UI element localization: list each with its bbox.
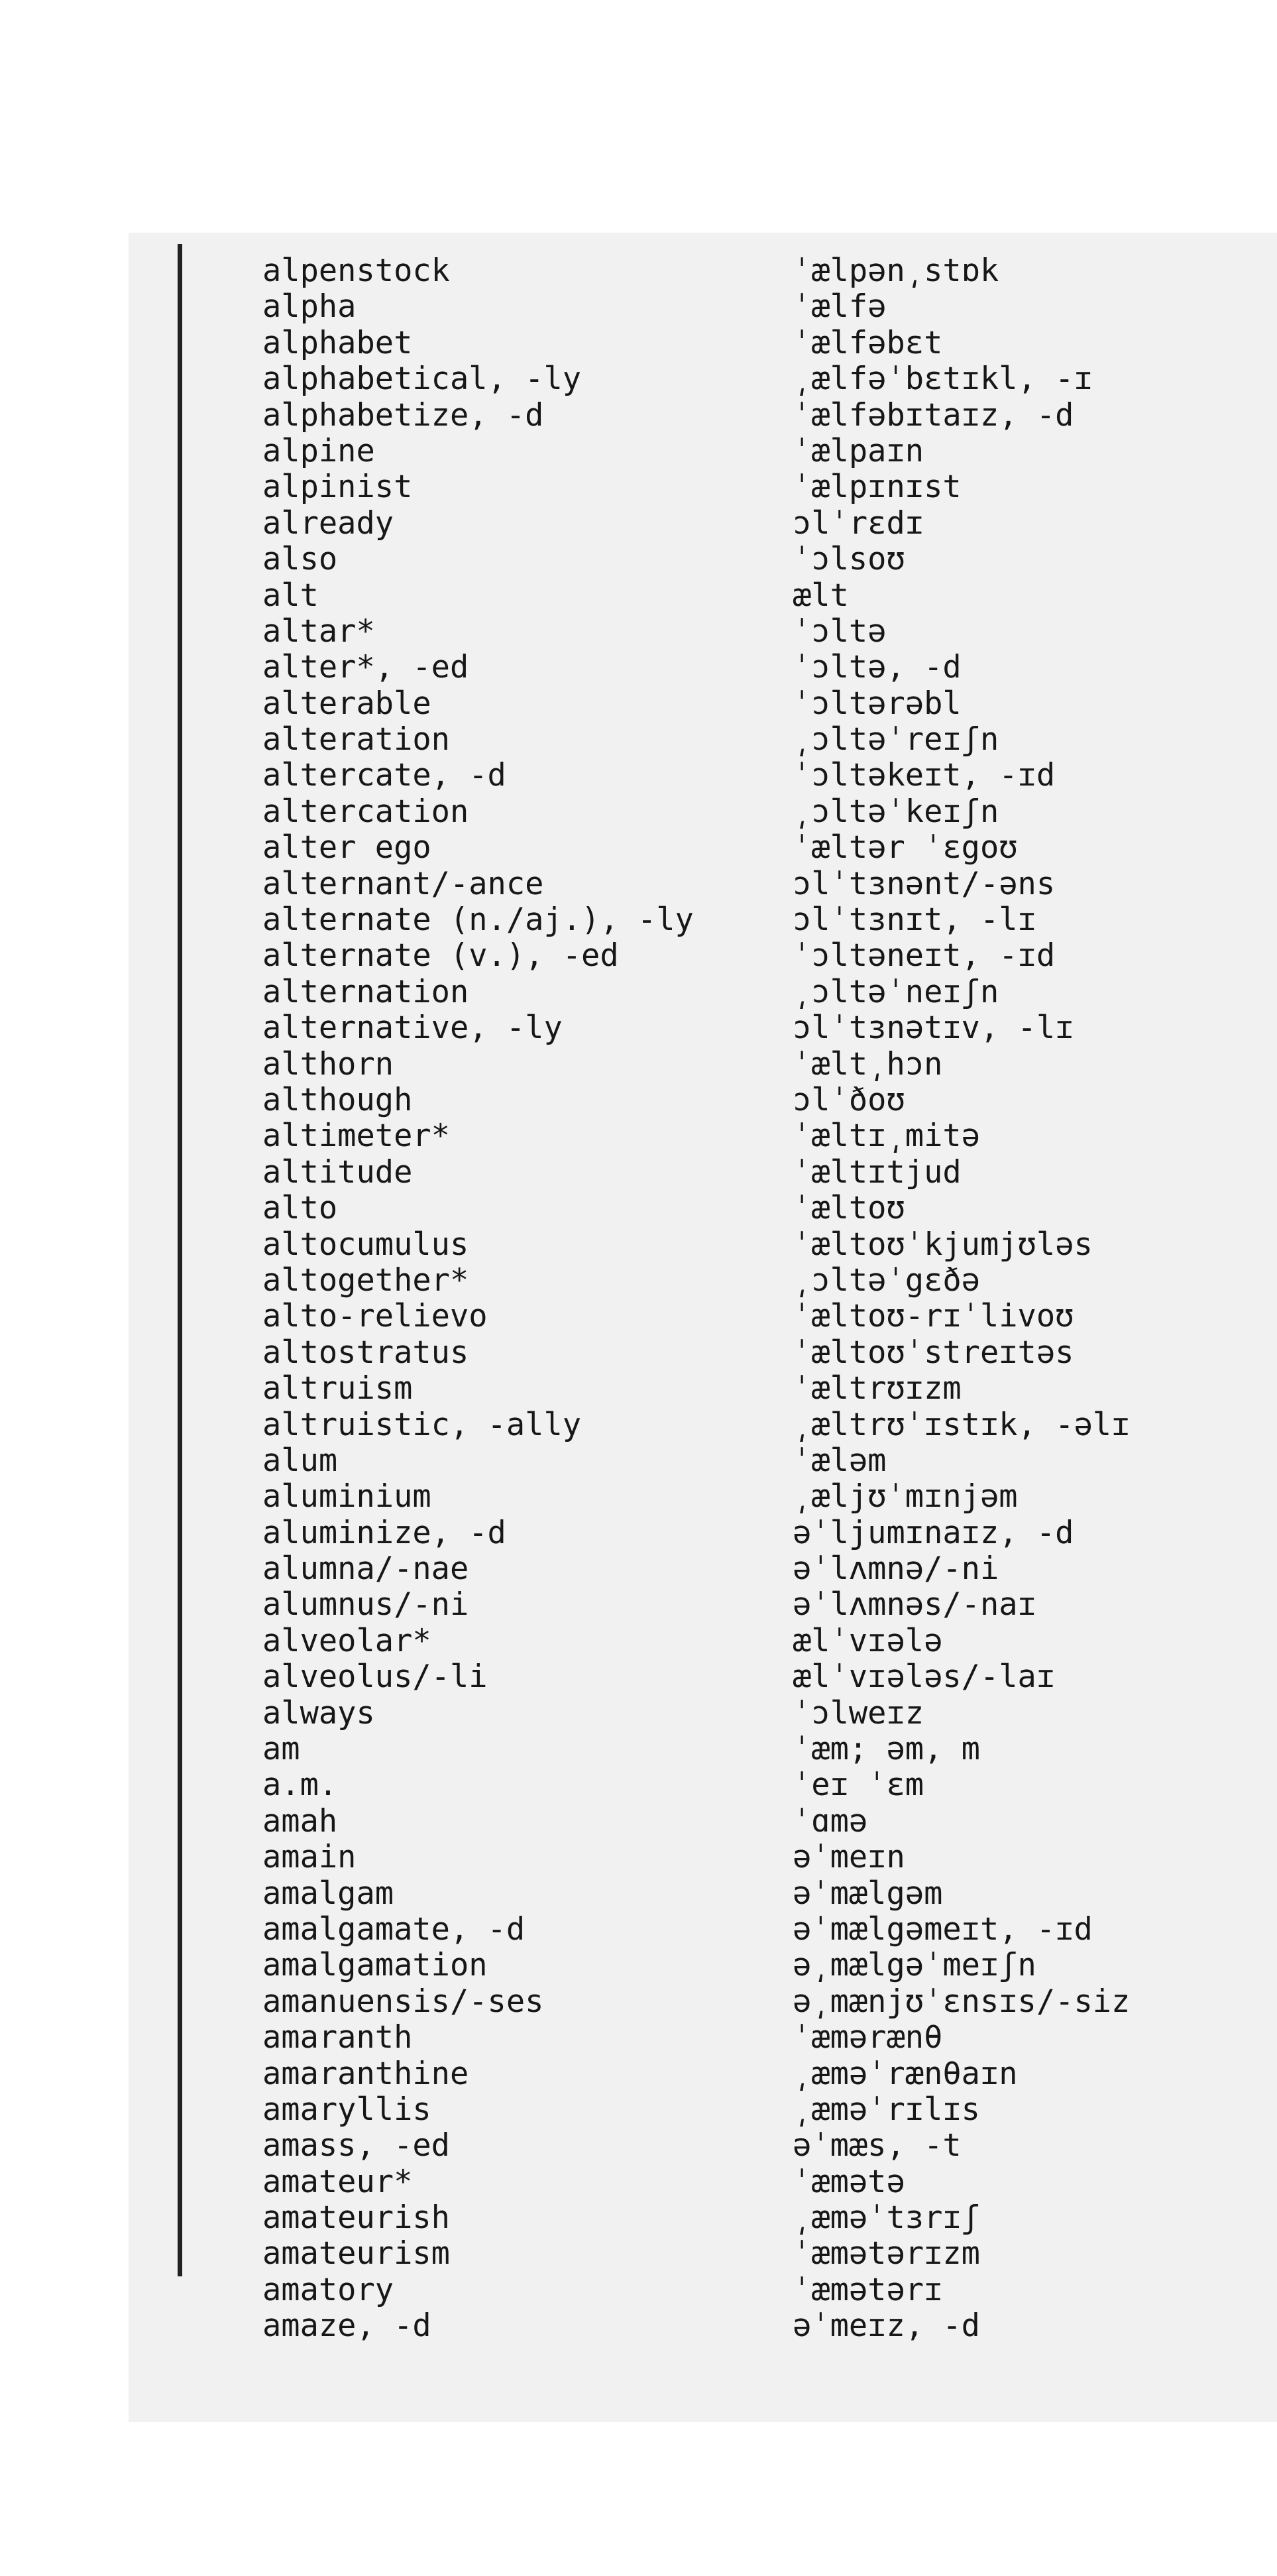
pronunciation: ˈælpaɪn [793, 432, 924, 469]
pronunciation: əˈmælgəm [793, 1875, 943, 1912]
pronunciation: ɔlˈðoʊ [793, 1081, 905, 1118]
pronunciation: ælt [793, 577, 849, 614]
pronunciation: ˈæmətə [793, 2163, 905, 2200]
pronunciation: ˈɔltərəbl [793, 685, 962, 722]
dictionary-entry [262, 542, 1190, 577]
headword: alternant/-ance [262, 865, 544, 902]
pronunciation: ˈæm; əm, m [793, 1731, 980, 1768]
dictionary-entry [262, 289, 1190, 325]
dictionary-entry [262, 253, 1190, 289]
headword: alter*, -ed [262, 649, 469, 686]
dictionary-entry [262, 2056, 1190, 2092]
dictionary-entry [262, 1479, 1190, 1515]
pronunciation: ˈælpɪnɪst [793, 469, 962, 506]
pronunciation: əˈmælgəmeɪt, -ɪd [793, 1910, 1093, 1948]
pronunciation: əˈmeɪn [793, 1839, 905, 1876]
dictionary-entry [262, 2200, 1190, 2236]
dictionary-entry [262, 1659, 1190, 1695]
dictionary-entry [262, 1731, 1190, 1767]
pronunciation: ͵ɔltəˈgɛðə [793, 1261, 980, 1299]
pronunciation: ˈæmətərɪ [793, 2271, 943, 2308]
pronunciation: ˈeɪ ˈɛm [793, 1767, 924, 1804]
dictionary-entry [262, 2128, 1190, 2164]
headword: altimeter* [262, 1118, 450, 1155]
dictionary-entry [262, 1984, 1190, 2020]
pronunciation: ͵ɔltəˈkeɪʃn [793, 793, 999, 830]
pronunciation: ˈɔltəkeɪt, -ɪd [793, 757, 1056, 794]
headword: amass, -ed [262, 2127, 450, 2164]
dictionary-entry [262, 1948, 1190, 1983]
headword: alumnus/-ni [262, 1586, 469, 1623]
headword: altruism [262, 1370, 413, 1407]
dictionary-entry [262, 2308, 1190, 2344]
pronunciation: ˈæltɪtjud [793, 1153, 962, 1191]
pronunciation: ˈælfəbɛt [793, 324, 943, 361]
headword: amalgam [262, 1875, 394, 1912]
dictionary-entry [262, 830, 1190, 866]
pronunciation: ˈæltoʊ [793, 1190, 905, 1227]
dictionary-entry [262, 578, 1190, 614]
headword: amalgamate, -d [262, 1910, 526, 1948]
pronunciation: ͵ɔltəˈneɪʃn [793, 973, 999, 1010]
dictionary-entry [262, 938, 1190, 974]
pronunciation: ͵ælfəˈbɛtɪkl, -ɪ [793, 361, 1093, 398]
headword: amaranth [262, 2019, 413, 2056]
pronunciation: ælˈvɪələs/-laɪ [793, 1659, 1056, 1696]
pronunciation: ˈælpən͵stɒk [793, 253, 999, 289]
dictionary-entry [262, 686, 1190, 722]
dictionary-entry [262, 1010, 1190, 1046]
pronunciation: ˈæmətərɪzm [793, 2235, 980, 2272]
dictionary-entry [262, 1227, 1190, 1263]
headword: amalgamation [262, 1947, 488, 1984]
dictionary-entry [262, 1587, 1190, 1623]
pronunciation: ɔlˈtɜnɪt, -lɪ [793, 902, 1036, 939]
pronunciation: ə͵mænjʊˈɛnsɪs/-siz [793, 1983, 1131, 2020]
dictionary-entry [262, 2092, 1190, 2128]
headword: alternate (n./aj.), -ly [262, 902, 694, 939]
headword: alumna/-nae [262, 1551, 469, 1588]
headword: alum [262, 1442, 338, 1479]
pronunciation: ɔlˈrɛdɪ [793, 504, 924, 542]
dictionary-entry [262, 1047, 1190, 1083]
headword: alphabetize, -d [262, 396, 544, 434]
dictionary-entry [262, 1912, 1190, 1948]
headword: alterable [262, 685, 431, 722]
dictionary-entry [262, 794, 1190, 830]
headword: alpenstock [262, 253, 450, 289]
dictionary-entry [262, 1155, 1190, 1191]
pronunciation: əˈlʌmnə/-ni [793, 1551, 999, 1588]
headword: alternate (v.), -ed [262, 937, 619, 974]
dictionary-entry [262, 1623, 1190, 1659]
pronunciation: ə͵mælgəˈmeɪʃn [793, 1947, 1036, 1984]
headword: altercation [262, 793, 469, 830]
headword: amanuensis/-ses [262, 1983, 544, 2020]
dictionary-entry [262, 1118, 1190, 1154]
headword: altostratus [262, 1334, 469, 1371]
headword: alveolus/-li [262, 1659, 488, 1696]
dictionary-entry [262, 1263, 1190, 1299]
dictionary-entry [262, 1443, 1190, 1479]
headword: alternation [262, 973, 469, 1010]
dictionary-entry [262, 866, 1190, 902]
headword: am [262, 1731, 300, 1768]
dictionary-entry [262, 650, 1190, 685]
headword: amaryllis [262, 2091, 431, 2128]
headword: alto-relievo [262, 1298, 488, 1335]
headword: alt [262, 577, 319, 614]
dictionary-entry [262, 361, 1190, 397]
headword: amateur* [262, 2163, 413, 2200]
dictionary-entry [262, 1767, 1190, 1803]
headword: although [262, 1081, 413, 1118]
headword: amateurism [262, 2235, 450, 2272]
pronunciation: ɔlˈtɜnətɪv, -lɪ [793, 1010, 1074, 1047]
headword: altar* [262, 613, 375, 650]
pronunciation: ͵æljʊˈmɪnjəm [793, 1478, 1018, 1515]
dictionary-entry [262, 1335, 1190, 1371]
pronunciation: ˈɔlweɪz [793, 1694, 924, 1731]
dictionary-entry [262, 2272, 1190, 2308]
dictionary-entry [262, 1515, 1190, 1551]
pronunciation: ˈæləm [793, 1442, 887, 1479]
headword: always [262, 1694, 375, 1731]
dictionary-entry [262, 1551, 1190, 1587]
dictionary-entry [262, 1371, 1190, 1407]
pronunciation: ˈɔltəneɪt, -ɪd [793, 937, 1056, 974]
headword: alter ego [262, 829, 431, 866]
headword: alphabetical, -ly [262, 361, 582, 398]
headword: aluminize, -d [262, 1514, 506, 1551]
dictionary-entry [262, 2020, 1190, 2056]
headword: altercate, -d [262, 757, 506, 794]
pronunciation: ɔlˈtɜnənt/-əns [793, 865, 1056, 902]
pronunciation: ˈɑmə [793, 1802, 868, 1840]
pronunciation: ͵æməˈrænθaɪn [793, 2055, 1018, 2092]
pronunciation: ˈælfəbɪtaɪz, -d [793, 396, 1074, 434]
headword: also [262, 541, 338, 578]
dictionary-entry [262, 434, 1190, 469]
headword: amah [262, 1802, 338, 1840]
headword: alteration [262, 721, 450, 758]
headword: alphabet [262, 324, 413, 361]
pronunciation: əˈmeɪz, -d [793, 2308, 980, 2345]
pronunciation: ͵æltrʊˈɪstɪk, -əlɪ [793, 1406, 1131, 1443]
headword: amaze, -d [262, 2308, 431, 2345]
dictionary-entry [262, 1696, 1190, 1731]
headword: altruistic, -ally [262, 1406, 582, 1443]
pronunciation: ͵æməˈrɪlɪs [793, 2091, 980, 2128]
pronunciation: ˈɔltə [793, 613, 887, 650]
headword: altocumulus [262, 1226, 469, 1263]
headword: altitude [262, 1153, 413, 1191]
headword: amateurish [262, 2199, 450, 2237]
dictionary-entry [262, 506, 1190, 542]
pronunciation: ˈæltɪ͵mitə [793, 1118, 980, 1155]
pronunciation: ˈæltoʊˈkjumjʊləs [793, 1226, 1093, 1263]
dictionary-entry [262, 469, 1190, 505]
pronunciation: əˈlʌmnəs/-naɪ [793, 1586, 1036, 1623]
pronunciation: ˈælfə [793, 288, 887, 325]
dictionary-entry [262, 1299, 1190, 1334]
headword: althorn [262, 1045, 394, 1083]
dictionary-entry [262, 1407, 1190, 1443]
headword: alpine [262, 432, 375, 469]
headword: a.m. [262, 1767, 338, 1804]
dictionary-entry [262, 325, 1190, 361]
pronunciation: ͵æməˈtɜrɪʃ [793, 2199, 980, 2237]
headword: alternative, -ly [262, 1010, 563, 1047]
dictionary-entry [262, 1191, 1190, 1226]
dictionary-entry [262, 614, 1190, 650]
dictionary-entry [262, 974, 1190, 1010]
pronunciation: ͵ɔltəˈreɪʃn [793, 721, 999, 758]
headword: alto [262, 1190, 338, 1227]
dictionary-entry [262, 722, 1190, 758]
dictionary-entry [262, 2164, 1190, 2200]
pronunciation: ˈæltoʊˈstreɪtəs [793, 1334, 1074, 1371]
headword: amain [262, 1839, 357, 1876]
headword: alpha [262, 288, 357, 325]
dictionary-entry [262, 398, 1190, 434]
dictionary-entry [262, 902, 1190, 938]
headword: alveolar* [262, 1622, 431, 1659]
headword: already [262, 504, 394, 542]
dictionary-entry [262, 2236, 1190, 2272]
dictionary-entry [262, 1804, 1190, 1840]
pronunciation: ˈæmərænθ [793, 2019, 943, 2056]
headword: altogether* [262, 1261, 469, 1299]
headword: amatory [262, 2271, 394, 2308]
pronunciation: ælˈvɪələ [793, 1622, 943, 1659]
pronunciation: ˈɔlsoʊ [793, 541, 905, 578]
pronunciation: ˈæltər ˈɛgoʊ [793, 829, 1018, 866]
dictionary-entry-list [262, 253, 1190, 2345]
pronunciation: ˈɔltə, -d [793, 649, 962, 686]
margin-rule [178, 244, 182, 2276]
pronunciation: əˈljumɪnaɪz, -d [793, 1514, 1074, 1551]
headword: aluminium [262, 1478, 431, 1515]
dictionary-entry [262, 1083, 1190, 1118]
pronunciation: ˈælt͵hɔn [793, 1045, 943, 1083]
dictionary-entry [262, 1840, 1190, 1875]
headword: amaranthine [262, 2055, 469, 2092]
pronunciation: əˈmæs, -t [793, 2127, 962, 2164]
headword: alpinist [262, 469, 413, 506]
pronunciation: ˈæltrʊɪzm [793, 1370, 962, 1407]
dictionary-entry [262, 1876, 1190, 1912]
dictionary-entry [262, 758, 1190, 793]
pronunciation: ˈæltoʊ-rɪˈlivoʊ [793, 1298, 1074, 1335]
